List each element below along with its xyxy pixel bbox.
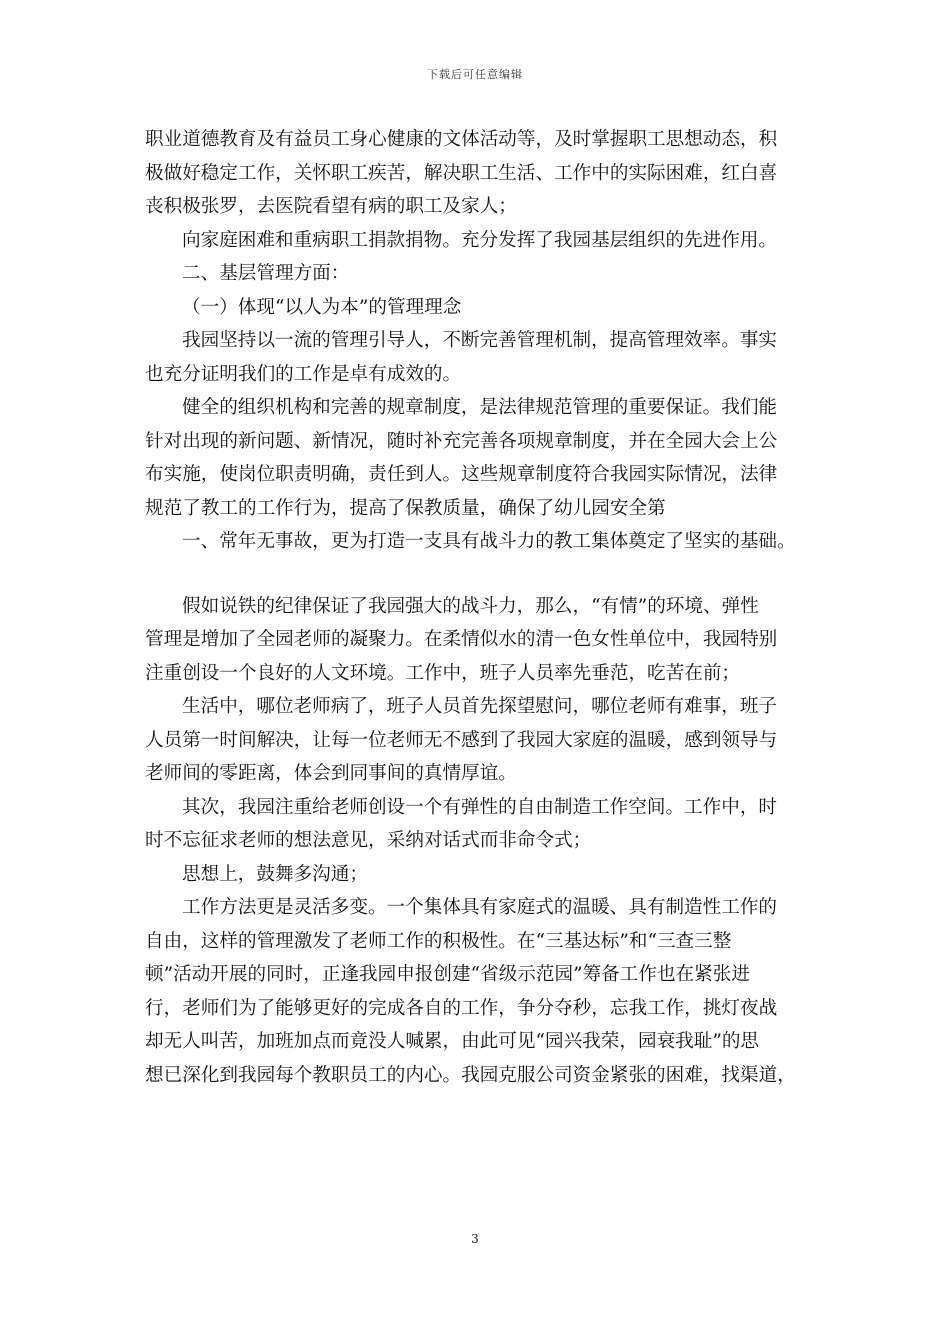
body-line: 极做好稳定工作，关怀职工疾苦，解决职工生活、工作中的实际困难，红白喜 — [145, 162, 778, 184]
body-line: 人员第一时间解决，让每一位老师无不感到了我园大家庭的温暖，感到领导与 — [145, 729, 778, 751]
body-line: 注重创设一个良好的人文环境。工作中，班子人员率先垂范，吃苦在前； — [145, 662, 741, 684]
body-line: 管理是增加了全园老师的凝聚力。在柔情似水的清一色女性单位中，我园特别 — [145, 629, 778, 650]
body-line: 自由，这样的管理激发了老师工作的积极性。在“三基达标”和“三查三整 — [145, 930, 732, 952]
paragraph-start: 工作方法更是灵活多变。一个集体具有家庭式的温暖、具有制造性工作的 — [182, 897, 778, 918]
body-line: 丧积极张罗，去医院看望有病的职工及家人； — [145, 196, 517, 217]
body-line: 规范了教工的工作行为，提高了保教质量，确保了幼儿园安全第 — [145, 497, 666, 519]
paragraph-start: 生活中，哪位老师病了，班子人员首先探望慰问，哪位老师有难事，班子 — [182, 696, 778, 717]
subsection-heading: （一）体现“以人为本”的管理理念 — [182, 296, 462, 318]
paragraph-start: 健全的组织机构和完善的规章制度，是法律规范管理的重要保证。我们能 — [182, 397, 778, 418]
paragraph-gap — [145, 559, 817, 590]
section-heading: 二、基层管理方面： — [182, 263, 350, 284]
page-header-note: 下载后可任意编辑 — [427, 68, 523, 81]
body-line: 却无人叫苦，加班加点而竟没人喊累，由此可见“园兴我荣，园衰我耻”的思 — [145, 1031, 760, 1052]
body-line: 布实施，使岗位职责明确，责任到人。这些规章制度符合我园实际情况，法律 — [145, 464, 778, 485]
body-line: 针对出现的新问题、新情况，随时补充完善各项规章制度，并在全园大会上公 — [145, 430, 778, 452]
paragraph-start: 一、常年无事故，更为打造一支具有战斗力的教工集体奠定了坚实的基础。 — [182, 531, 796, 552]
body-line: 职业道德教育及有益员工身心健康的文体活动等，及时掌握职工思想动态，积 — [145, 129, 778, 150]
paragraph-start: 我园坚持以一流的管理引导人，不断完善管理机制，提高管理效率。事实 — [182, 330, 778, 351]
document-body — [145, 123, 817, 1092]
page-number: 3 — [471, 1232, 479, 1246]
paragraph-start: 其次，我园注重给老师创设一个有弹性的自由制造工作空间。工作中，时 — [182, 796, 778, 818]
paragraph-start: 假如说铁的纪律保证了我园强大的战斗力，那么，“有情”的环境、弹性 — [182, 595, 759, 617]
paragraph-start: 向家庭困难和重病职工捐款捐物。充分发挥了我园基层组织的先进作用。 — [182, 229, 778, 251]
body-line: 时不忘征求老师的想法意见，采纳对话式而非命令式； — [145, 830, 592, 851]
body-line: 也充分证明我们的工作是卓有成效的。 — [145, 363, 462, 385]
paragraph-start: 思想上，鼓舞多沟通； — [182, 863, 368, 885]
body-line: 行，老师们为了能够更好的完成各自的工作，争分夺秒，忘我工作，挑灯夜战 — [145, 997, 778, 1019]
body-line: 顿”活动开展的同时，正逢我园申报创建“省级示范园”筹备工作也在紧张进 — [145, 964, 750, 985]
body-line: 老师间的零距离，体会到同事间的真情厚谊。 — [145, 763, 517, 784]
body-line: 想已深化到我园每个教职员工的内心。我园克服公司资金紧张的困难，找渠道， — [145, 1064, 796, 1086]
